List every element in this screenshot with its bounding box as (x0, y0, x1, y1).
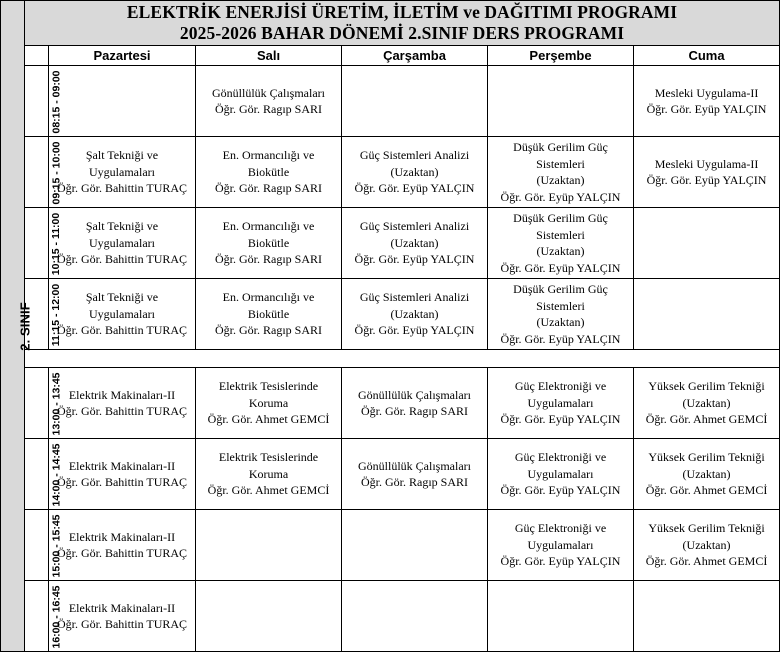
day-header-carsamba: Çarşamba (342, 46, 488, 66)
time-slot-row (1, 66, 780, 137)
course-cell-persembe (488, 208, 634, 279)
time-slot-row (1, 510, 780, 581)
course-cell-pazartesi (49, 66, 196, 137)
course-line: Yüksek Gerilim Tekniği (648, 521, 765, 536)
title-line-1: ELEKTRİK ENERJİSİ ÜRETİM, İLETİM ve DAĞITIMI PROGRAMI (126, 2, 678, 22)
course-line: En. Ormancılığı ve (222, 148, 315, 163)
time-slot-row (1, 208, 780, 279)
course-line: Öğr. Gör. Eyüp YALÇIN (354, 252, 475, 267)
course-line: Öğr. Gör. Ragıp SARI (360, 475, 468, 489)
course-line: Öğr. Gör. Eyüp YALÇIN (500, 331, 621, 346)
time-slot-row (1, 279, 780, 350)
course-cell-carsamba (342, 208, 488, 279)
course-line: Koruma (248, 466, 289, 481)
course-line: Öğr. Gör. Eyüp YALÇIN (500, 260, 621, 275)
time-label: 08:15 - 09:00 (50, 70, 63, 134)
course-cell-sali (196, 208, 342, 279)
course-line: (Uzaktan) (682, 395, 731, 410)
time-label: 13:00 - 13:45 (50, 372, 63, 436)
course-cell-sali (196, 510, 342, 581)
time-cell (25, 66, 63, 137)
time-label: 16:00 - 16:45 (50, 585, 63, 649)
time-label: 11:15 - 12:00 (50, 283, 63, 347)
time-label: 15:00 - 15:45 (50, 514, 63, 578)
course-line: Düşük Gerilim Güç (513, 282, 608, 296)
course-cell-sali (196, 279, 342, 350)
course-line: Öğr. Gör. Ahmet GEMCİ (645, 412, 768, 427)
title-cell (25, 1, 780, 46)
course-line: Öğr. Gör. Bahittin TURAÇ (56, 617, 188, 631)
course-line: Uygulamaları (89, 306, 155, 321)
course-line: (Uzaktan) (390, 164, 439, 179)
course-line: Koruma (248, 395, 289, 410)
course-cell-persembe (488, 581, 634, 652)
course-cell-pazartesi (49, 439, 196, 510)
course-line: Öğr. Gör. Bahittin TURAÇ (56, 546, 188, 560)
time-cell (25, 439, 63, 510)
course-line: Şalt Tekniği ve (85, 219, 159, 234)
course-line: Elektrik Makinaları-II (68, 387, 176, 402)
course-line: Öğr. Gör. Eyüp YALÇIN (354, 323, 475, 338)
course-line: (Uzaktan) (682, 537, 731, 552)
course-cell-persembe (488, 66, 634, 137)
course-line: Öğr. Gör. Bahittin TURAÇ (56, 323, 188, 338)
time-cell (25, 581, 63, 652)
course-line: (Uzaktan) (390, 306, 439, 321)
course-line: Sistemleri (536, 227, 585, 242)
course-cell-pazartesi (49, 208, 196, 279)
course-line: En. Ormancılığı ve (222, 290, 315, 305)
course-cell-persembe (488, 439, 634, 510)
course-line: Uygulamaları (89, 164, 155, 179)
course-line: (Uzaktan) (536, 244, 585, 258)
course-line: Güç Sistemleri Analizi (359, 148, 470, 163)
course-line: Öğr. Gör. Eyüp YALÇIN (500, 412, 621, 427)
course-line: Öğr. Gör. Ragıp SARI (214, 252, 322, 267)
course-line: (Uzaktan) (536, 173, 585, 187)
course-line: Sistemleri (536, 298, 585, 313)
course-line: Öğr. Gör. Eyüp YALÇIN (354, 181, 475, 196)
course-cell-pazartesi (49, 368, 196, 439)
course-line: Öğr. Gör. Eyüp YALÇIN (646, 173, 767, 187)
course-cell-pazartesi (49, 137, 196, 208)
course-line: Öğr. Gör. Eyüp YALÇIN (500, 554, 621, 569)
course-line: Öğr. Gör. Eyüp YALÇIN (646, 102, 767, 116)
course-line: Uygulamaları (89, 235, 155, 250)
time-cell (25, 368, 63, 439)
course-line: Güç Elektroniği ve (514, 379, 607, 394)
course-line: En. Ormancılığı ve (222, 219, 315, 234)
course-cell-carsamba (342, 279, 488, 350)
day-header-pazartesi: Pazartesi (49, 46, 196, 66)
course-line: Düşük Gerilim Güç (513, 140, 608, 154)
time-cell (25, 208, 63, 279)
course-cell-persembe (488, 279, 634, 350)
course-cell-sali (196, 439, 342, 510)
time-label: 14:00 - 14:45 (50, 443, 63, 507)
course-cell-carsamba (342, 510, 488, 581)
course-line: (Uzaktan) (682, 466, 731, 481)
lunch-break-cell (25, 350, 780, 368)
course-cell-carsamba (342, 581, 488, 652)
course-line: Elektrik Makinaları-II (68, 458, 176, 473)
course-cell-sali (196, 581, 342, 652)
course-line: Elektrik Tesislerinde (218, 379, 319, 394)
course-cell-cuma (634, 279, 780, 350)
course-line: Öğr. Gör. Ahmet GEMCİ (645, 554, 768, 569)
course-line: Güç Elektroniği ve (514, 450, 607, 465)
course-line: Yüksek Gerilim Tekniği (648, 450, 765, 465)
course-line: Gönüllülük Çalışmaları (358, 387, 471, 402)
course-line: Güç Elektroniği ve (514, 521, 607, 536)
course-line: Biokütle (247, 235, 290, 250)
course-line: Öğr. Gör. Ragıp SARI (214, 323, 322, 338)
course-cell-persembe (488, 368, 634, 439)
course-line: Öğr. Gör. Eyüp YALÇIN (500, 189, 621, 204)
course-cell-cuma (634, 439, 780, 510)
course-line: Elektrik Makinaları-II (68, 600, 176, 615)
time-label: 10:15 - 11:00 (50, 212, 63, 276)
course-line: Mesleki Uygulama-II (654, 85, 759, 100)
course-cell-cuma (634, 137, 780, 208)
course-line: Şalt Tekniği ve (85, 290, 159, 305)
time-label: 09:15 - 10:00 (50, 141, 63, 205)
course-line: Gönüllülük Çalışmaları (358, 458, 471, 473)
time-slot-row (1, 137, 780, 208)
course-line: Sistemleri (536, 156, 585, 171)
course-line: Şalt Tekniği ve (85, 148, 159, 163)
course-cell-pazartesi (49, 581, 196, 652)
course-line: Uygulamaları (527, 466, 594, 481)
course-line: Öğr. Gör. Ragıp SARI (214, 102, 322, 116)
course-line: (Uzaktan) (390, 235, 439, 250)
course-line: Güç Sistemleri Analizi (359, 290, 470, 305)
course-line: Öğr. Gör. Bahittin TURAÇ (56, 404, 188, 418)
course-line: Yüksek Gerilim Tekniği (648, 379, 765, 394)
course-cell-sali (196, 66, 342, 137)
course-line: Öğr. Gör. Bahittin TURAÇ (56, 181, 188, 196)
course-cell-carsamba (342, 137, 488, 208)
course-line: Gönüllülük Çalışmaları (212, 85, 325, 100)
day-header-sali: Salı (196, 46, 342, 66)
course-cell-pazartesi (49, 510, 196, 581)
course-cell-cuma (634, 208, 780, 279)
course-line: Öğr. Gör. Ragıp SARI (214, 181, 322, 196)
course-line: Uygulamaları (527, 537, 594, 552)
class-label: 2. SINIF (17, 302, 33, 351)
course-cell-sali (196, 368, 342, 439)
course-line: Öğr. Gör. Ragıp SARI (360, 404, 468, 418)
course-cell-persembe (488, 137, 634, 208)
course-line: Biokütle (247, 306, 290, 321)
course-line: Öğr. Gör. Bahittin TURAÇ (56, 252, 188, 267)
time-cell (25, 137, 63, 208)
day-header-cuma: Cuma (634, 46, 780, 66)
course-line: Uygulamaları (527, 395, 594, 410)
course-line: Öğr. Gör. Ahmet GEMCİ (207, 483, 330, 498)
course-line: Biokütle (247, 164, 290, 179)
course-cell-carsamba (342, 439, 488, 510)
time-slot-row (1, 368, 780, 439)
course-line: Düşük Gerilim Güç (513, 211, 608, 225)
course-line: Mesleki Uygulama-II (654, 156, 759, 171)
course-line: Öğr. Gör. Ahmet GEMCİ (645, 483, 768, 498)
course-cell-persembe (488, 510, 634, 581)
class-label-cell (1, 1, 33, 652)
course-line: Öğr. Gör. Bahittin TURAÇ (56, 475, 188, 489)
time-slot-row (1, 439, 780, 510)
corner-cell (25, 46, 49, 66)
course-cell-sali (196, 137, 342, 208)
course-line: (Uzaktan) (536, 315, 585, 329)
time-slot-row (1, 581, 780, 652)
course-cell-cuma (634, 368, 780, 439)
course-line: Elektrik Tesislerinde (218, 450, 319, 465)
course-line: Elektrik Makinaları-II (68, 529, 176, 544)
day-header-persembe: Perşembe (488, 46, 634, 66)
course-cell-pazartesi (49, 279, 196, 350)
course-line: Güç Sistemleri Analizi (359, 219, 470, 234)
course-line: Öğr. Gör. Eyüp YALÇIN (500, 483, 621, 498)
title-line-2: 2025-2026 BAHAR DÖNEMİ 2.SINIF DERS PROGRAMI (179, 23, 625, 43)
course-line: Öğr. Gör. Ahmet GEMCİ (207, 412, 330, 427)
course-cell-cuma (634, 66, 780, 137)
lunch-break-row (1, 350, 780, 368)
course-cell-cuma (634, 581, 780, 652)
course-cell-carsamba (342, 368, 488, 439)
course-cell-cuma (634, 510, 780, 581)
time-cell (25, 510, 63, 581)
course-cell-carsamba (342, 66, 488, 137)
